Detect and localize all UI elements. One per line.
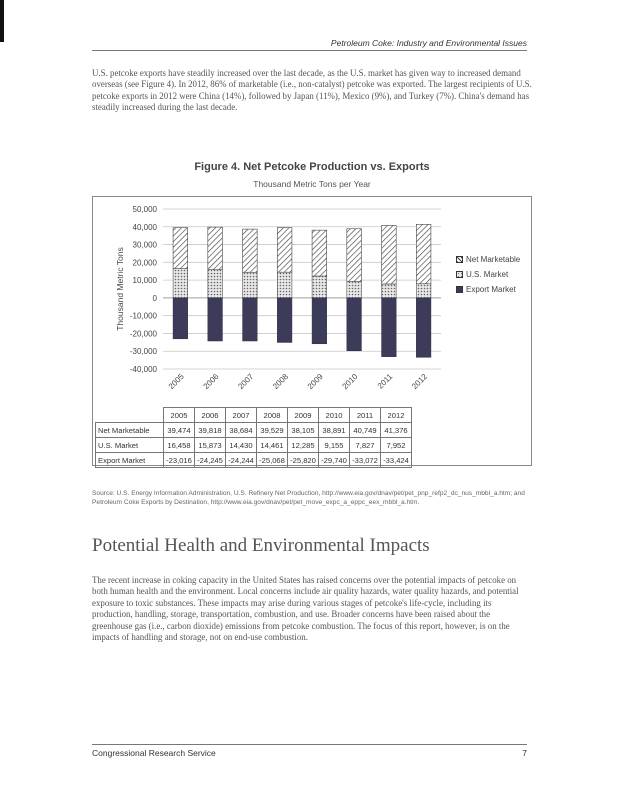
table-year: 2008 (257, 408, 288, 423)
y-tick-label: 30,000 (132, 240, 157, 250)
x-tick-label: 2009 (305, 372, 325, 391)
table-row (96, 453, 412, 468)
table-row-label: Net Marketable (96, 423, 164, 438)
x-tick-label: 2005 (166, 372, 186, 391)
table-year: 2009 (288, 408, 319, 423)
y-tick-label: -40,000 (129, 365, 157, 374)
bar-net-marketable (312, 230, 327, 276)
legend-swatch-net-marketable (456, 256, 463, 263)
table-year: 2011 (350, 408, 381, 423)
bar-export-market (382, 298, 397, 357)
table-cell: 41,376 (381, 423, 412, 438)
table-year: 2005 (164, 408, 195, 423)
table-row-label: U.S. Market (96, 438, 164, 453)
table-cell: -24,245 (195, 453, 226, 468)
legend-label: Net Marketable (466, 255, 521, 264)
bar-export-market (277, 298, 292, 343)
table-cell: -23,016 (164, 453, 195, 468)
x-tick-label: 2006 (201, 372, 221, 391)
table-cell: 39,818 (195, 423, 226, 438)
bar-net-marketable (277, 228, 292, 273)
footer-rule (92, 744, 527, 745)
data-table (95, 407, 412, 468)
footer-org: Congressional Research Service (92, 748, 216, 758)
legend-label: U.S. Market (466, 270, 509, 279)
table-cell: -29,740 (319, 453, 350, 468)
footer (92, 748, 527, 758)
bar-us-market (243, 272, 258, 298)
table-year: 2006 (195, 408, 226, 423)
header-rule (92, 50, 527, 51)
table-year: 2007 (226, 408, 257, 423)
table-cell: 38,684 (226, 423, 257, 438)
legend-label: Export Market (466, 285, 516, 294)
bar-us-market (382, 284, 397, 298)
y-tick-label: 0 (152, 293, 157, 303)
table-cell: -25,068 (257, 453, 288, 468)
bar-us-market (208, 270, 223, 298)
x-tick-label: 2012 (410, 372, 430, 391)
bar-us-market (312, 276, 327, 298)
bar-export-market (312, 298, 327, 344)
table-cell: 40,749 (350, 423, 381, 438)
y-tick-label: -20,000 (129, 329, 157, 339)
bar-us-market (277, 272, 292, 298)
y-tick-label: -30,000 (129, 347, 157, 357)
legend-swatch-export-market (456, 286, 463, 293)
legend-item-us-market (456, 270, 526, 280)
bar-export-market (347, 298, 362, 351)
table-year: 2012 (381, 408, 412, 423)
table-cell: 38,105 (288, 423, 319, 438)
source-note: Source: U.S. Energy Information Administration, U.S. Refinery Net Production, http://www.eia.gov/dnav/pet/pet_pnp_refp2_dc_nus_mbbl_a.htm; and Petroleum Coke Exports by Destination, http://www.eia.gov/dnav/pet/pet_move_expc_a_eppc_eex_mbbl_a.htm. (92, 490, 525, 506)
table-row-label: Export Market (96, 453, 164, 468)
y-axis-label: Thousand Metric Tons (115, 247, 125, 331)
table-cell: 9,155 (319, 438, 350, 453)
table-row (96, 438, 412, 453)
table-year: 2010 (319, 408, 350, 423)
crop-mark (0, 0, 4, 42)
table-cell: -33,424 (381, 453, 412, 468)
table-cell: 7,827 (350, 438, 381, 453)
x-tick-label: 2008 (271, 372, 291, 391)
bar-net-marketable (208, 227, 223, 270)
page-number: 7 (522, 748, 527, 758)
bar-net-marketable (382, 225, 397, 284)
table-corner (96, 408, 164, 423)
bar-us-market (416, 284, 431, 298)
table-cell: -25,820 (288, 453, 319, 468)
bar-us-market (347, 282, 362, 298)
bar-export-market (416, 298, 431, 357)
running-header: Petroleum Coke: Industry and Environmental Issues (330, 38, 527, 48)
table-header-row (96, 408, 412, 423)
bar-net-marketable (173, 228, 188, 269)
y-tick-label: 10,000 (132, 276, 157, 286)
y-tick-label: 50,000 (132, 205, 157, 214)
table-row (96, 423, 412, 438)
y-tick-label: 20,000 (132, 258, 157, 268)
section-paragraph: The recent increase in coking capacity in the United States has raised concerns over the potential impacts of petcoke on both human health and the environment. Local concerns include air quality hazards, water quality hazards, and potential exposure to toxic substances. These impacts may arise during various stages of petcoke's life-cycle, including its production, handling, storage, transportation, combustion, and use. Broader concerns have been raised about the greenhouse gas (i.e., carbon dioxide) emissions from petcoke combustion. The focus of this report, however, is on the impacts of handling and storage, not on end-use combustion. (92, 575, 519, 643)
section-heading: Potential Health and Environmental Impacts (92, 535, 430, 556)
table-cell: 14,461 (257, 438, 288, 453)
table-cell: 16,458 (164, 438, 195, 453)
table-cell: 12,285 (288, 438, 319, 453)
figure-subtitle: Thousand Metric Tons per Year (253, 179, 371, 189)
bar-net-marketable (243, 229, 258, 272)
bar-net-marketable (347, 229, 362, 282)
legend-item-export-market (456, 285, 526, 295)
legend-item-net-marketable (456, 255, 526, 265)
table-cell: 14,430 (226, 438, 257, 453)
x-tick-label: 2007 (236, 372, 256, 391)
bar-us-market (173, 269, 188, 298)
table-cell: 39,529 (257, 423, 288, 438)
table-cell: 39,474 (164, 423, 195, 438)
bar-export-market (173, 298, 188, 339)
chart-legend (456, 255, 526, 300)
x-tick-label: 2011 (375, 372, 395, 391)
intro-paragraph: U.S. petcoke exports have steadily increased over the last decade, as the U.S. market has given way to increased demand overseas (see Figure 4). In 2012, 86% of marketable (i.e., non-catalyst) petcoke was exported. The largest recipients of U.S. petcoke exports in 2012 were China (14%), followed by Japan (11%), Mexico (9%), and Turkey (7%). China's demand has steadily increased during the last decade. (92, 68, 532, 113)
table-cell: 7,952 (381, 438, 412, 453)
bar-net-marketable (416, 224, 431, 283)
y-tick-label: -10,000 (129, 311, 157, 321)
chart-frame (92, 196, 532, 466)
legend-swatch-us-market (456, 271, 463, 278)
table-cell: 15,873 (195, 438, 226, 453)
table-cell: -24,244 (226, 453, 257, 468)
y-tick-label: 40,000 (132, 222, 157, 232)
x-tick-label: 2010 (340, 372, 360, 391)
bar-export-market (208, 298, 223, 341)
table-cell: 38,891 (319, 423, 350, 438)
table-cell: -33,072 (350, 453, 381, 468)
bar-export-market (243, 298, 258, 341)
figure-title: Figure 4. Net Petcoke Production vs. Exports (194, 161, 430, 173)
